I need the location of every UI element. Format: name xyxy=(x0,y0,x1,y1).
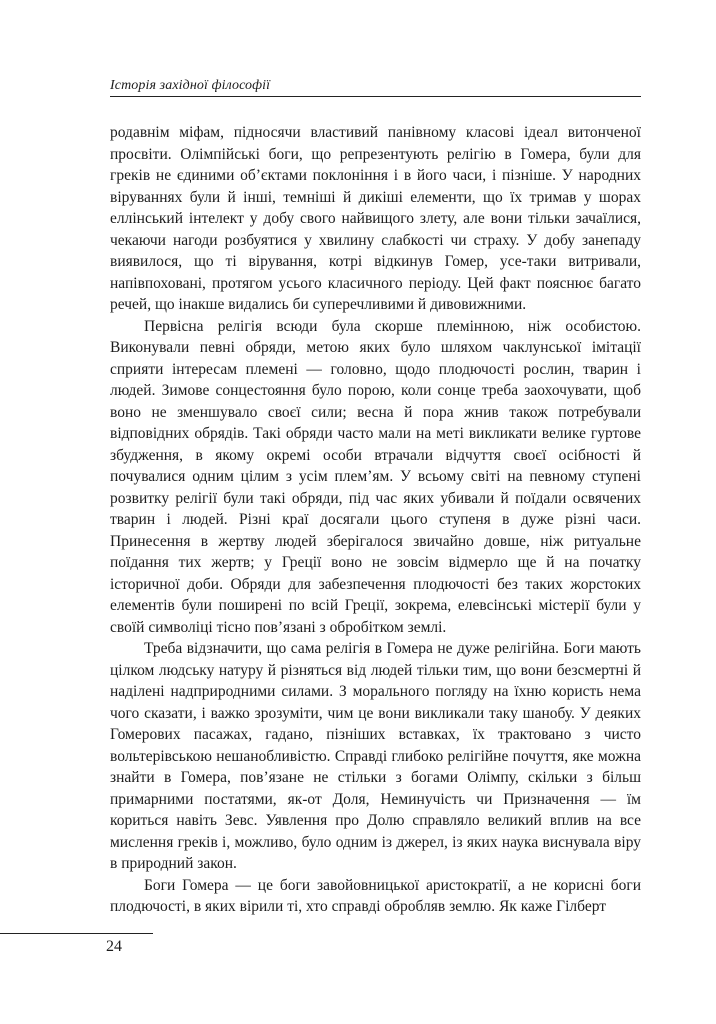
running-header: Історія західної філософії xyxy=(110,78,271,93)
page-number: 24 xyxy=(106,938,122,955)
paragraph-primitive-religion: Первісна релігія всюди була скорше племінною, ніж особистою. Виконували певні обряди, метою яких було шляхом чаклунської імітації сприяти інтересам племені — головно, щодо плодючості рослин, тварин і людей. Зимове сонцестояння було порою, коли сонце треба заохочувати, щоб воно не зменшувало своєї сили; весна й пора жнив також потребували відповідних обрядів. Такі обряди часто мали на меті викликати велике гуртове збудження, в якому окремі особи втрачали відчуття своєї осібності й почувалися одним цілим з усім плем’ям. У всьому світі на певному ступені розвитку релігії були такі обряди, під час яких убивали й поїдали освячених тварин і людей. Різні краї досягали цього ступеня в дуже різні часи. Принесення в жертву людей зберігалося звичайно довше, ніж ритуальне поїдання тих жертв; у Греції воно не зовсім відмерло ще й на початку історичної доби. Обряди для забезпечення плодючості без таких жорстоких елементів були поширені по всій Греції, зокрема, елевсінські містерії були у своїй символіці тісно пов’язані з обробітком землі. xyxy=(110,317,641,636)
body-text xyxy=(110,122,641,918)
header-rule xyxy=(110,96,641,97)
paragraph-continuation: родавнім міфам, підносячи властивий панівному класові ідеал витонченої просвіти. Олімпійські боги, що репрезентують релігію в Гомера, були для греків не єдиними об’єктами поклоніння і в його часи, і пізніше. У народних віруваннях були й інші, темніші й дикіші елементи, що їх тримав у шорах еллінський інтелект у добу свого найвищого злету, але вони тільки зачаїлися, чекаючи нагоди розбуятися у хвилину слабкості чи страху. У добу занепаду виявилося, що ті вірування, котрі відкинув Гомер, усе-таки витривали, напівпоховані, протягом усього класичного періоду. Цей факт пояснює багато речей, що інакше видались би суперечливими й дивовижними. xyxy=(110,124,641,313)
paragraph-homer-religion: Треба відзначити, що сама релігія в Гомера не дуже релігійна. Боги мають цілком людську натуру й різняться від людей тільки тим, що вони безсмертні й наділені надприродними силами. З морального погляду на їхню користь нема чого сказати, і важко зрозуміти, чим це вони викликали таку шанобу. У деяких Гомерових пасажах, гадано, пізніших вставках, їх трактовано з чисто вольтерівською нешанобливістю. Справді глибоко релігійне почуття, яке можна знайти в Гомера, пов’язане не стільки з богами Олімпу, скільки з більш примарними постатями, як-от Доля, Неминучість чи Призначення — їм кориться навіть Зевс. Уявлення про Долю справляло великий вплив на все мислення греків і, можливо, було одним із джерел, із яких наука виснувала віру в природний закон. xyxy=(110,640,641,872)
paragraph-homer-gods: Боги Гомера — це боги завойовницької аристократії, а не корисні боги плодючості, в яких вірили ті, хто справді обробляв землю. Як каже Гілберт xyxy=(110,876,641,915)
footer-rule xyxy=(0,933,153,934)
